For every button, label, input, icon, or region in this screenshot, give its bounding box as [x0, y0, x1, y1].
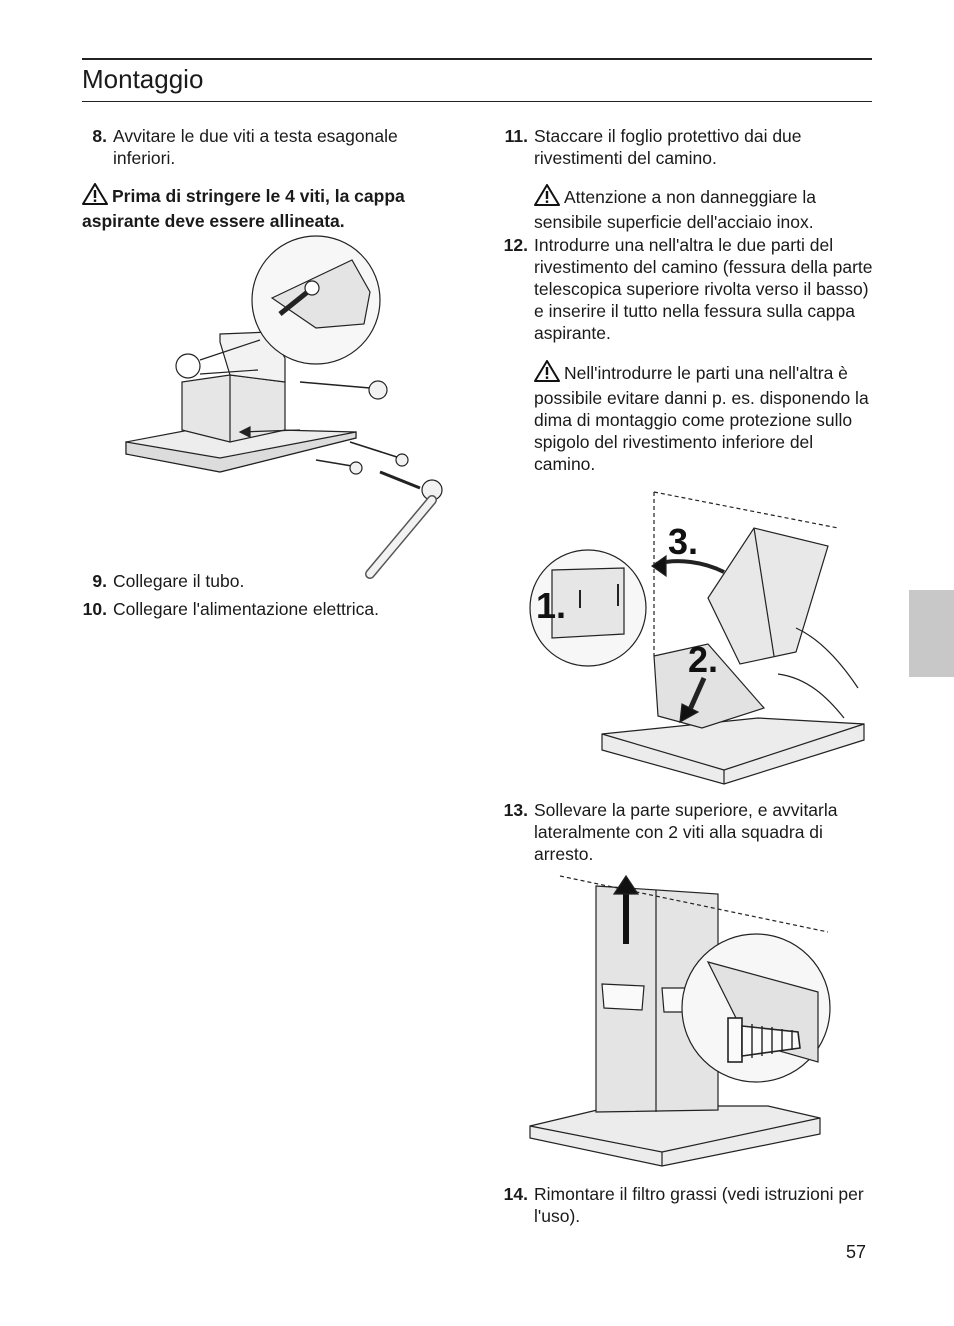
- step-12: [503, 234, 874, 344]
- step-text: Collegare il tubo.: [113, 571, 245, 591]
- step-8: [92, 125, 443, 169]
- step-text: Sollevare la parte superiore, e avvitarla lateralmente con 2 viti alla squadra di arresto.: [534, 800, 838, 864]
- header-top-rule: [82, 58, 872, 60]
- note-text: Nell'introdurre le parti una nell'altra è possibile evitare danni p. es. disponendo la dima di montaggio come protezione sullo spigolo del rivestimento inferiore del camino.: [534, 363, 869, 474]
- page-title: Montaggio: [82, 64, 204, 94]
- step-13: [503, 799, 874, 865]
- step-number: 14.: [503, 1184, 528, 1204]
- figure-label-1: 1.: [536, 585, 567, 626]
- note-text: Attenzione a non danneggiare la sensibile superficie dell'acciaio inox.: [534, 187, 817, 232]
- step-text: Avvitare le due viti a testa esagonale inferiori.: [113, 126, 398, 168]
- page-number: 57: [846, 1242, 867, 1262]
- step-number: 11.: [504, 126, 528, 146]
- figure-label-2: 2.: [688, 639, 719, 680]
- step-text: Collegare l'alimentazione elettrica.: [113, 599, 379, 619]
- figure-label-3: 3.: [668, 521, 699, 562]
- step-text: Staccare il foglio protettivo dai due rivestimenti del camino.: [534, 126, 802, 168]
- warning-block: [82, 183, 452, 232]
- step-text: Introdurre una nell'altra le due parti del rivestimento del camino (fessura della parte telescopica superiore rivolta verso il basso) e inserire il tutto nella fessura sulla cappa aspirante.: [534, 235, 873, 343]
- step-number: 10.: [82, 599, 107, 619]
- step-10: [82, 598, 443, 620]
- note-11: [534, 184, 874, 233]
- warning-text: Prima di stringere le 4 viti, la cappa aspirante deve essere allineata.: [82, 186, 405, 231]
- step-number: 8.: [92, 126, 107, 146]
- warning-icon: [534, 184, 560, 211]
- figure-chimney-insertion: [528, 488, 868, 788]
- warning-icon: [534, 360, 560, 387]
- step-11: [504, 125, 874, 169]
- step-number: 12.: [503, 235, 528, 255]
- section-tab: [909, 590, 954, 677]
- step-9: [92, 570, 443, 592]
- figure-hood-mounting: [120, 232, 460, 592]
- step-text: Rimontare il filtro grassi (vedi istruzioni per l'uso).: [534, 1184, 864, 1226]
- warning-icon: [82, 183, 108, 210]
- step-number: 13.: [503, 800, 528, 820]
- header-bottom-rule: [82, 101, 872, 102]
- note-12: [534, 360, 874, 475]
- figure-chimney-fixing: [528, 872, 828, 1172]
- step-number: 9.: [92, 571, 107, 591]
- step-14: [503, 1183, 874, 1227]
